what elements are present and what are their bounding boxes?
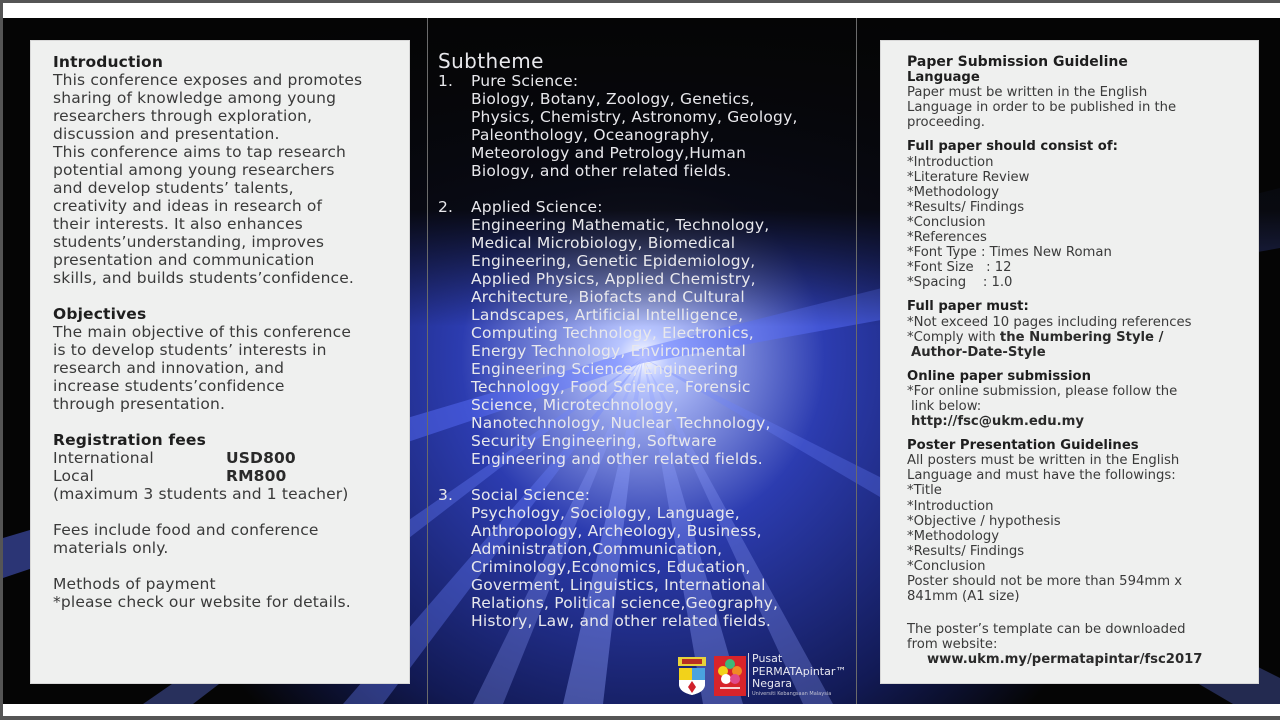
introduction-text [53, 71, 409, 287]
text-line: Engineering Science, Engineering [471, 360, 739, 378]
logo-line: PERMATApintar™ [752, 664, 847, 678]
text-line: Criminology,Economics, Education, [471, 558, 751, 576]
fee-note: (maximum 3 students and 1 teacher) [53, 485, 349, 503]
online-submission-heading: Online paper submission [907, 368, 1091, 384]
list-item: *Conclusion [907, 558, 986, 574]
text-line: Energy Technology, Environmental [471, 342, 747, 360]
theme-social-science [438, 486, 858, 630]
payment-note: *please check our website for details. [53, 593, 351, 611]
theme-name: Pure Science: [471, 72, 579, 90]
logo-subtext: Universiti Kebangsaan Malaysia [752, 690, 832, 697]
left-panel [30, 40, 410, 684]
list-item: *Font Type : Times New Roman [907, 245, 1112, 261]
fee-row-local [53, 467, 409, 485]
logo-group [676, 652, 856, 700]
payment-heading: Methods of payment [53, 575, 216, 593]
text-line: Language and must have the followings: [907, 468, 1176, 484]
window-border-bottom [0, 716, 1280, 720]
list-item: *Introduction [907, 498, 994, 514]
text-line: researchers through exploration, [53, 107, 313, 125]
list-item: *Results/ Findings [907, 543, 1025, 559]
text-line: Meteorology and Petrology,Human [471, 144, 747, 162]
text-line: sharing of knowledge among young [53, 89, 337, 107]
text-line: Nanotechnology, Nuclear Technology, [471, 414, 771, 432]
text-line: research and innovation, and [53, 359, 285, 377]
university-crest-icon [676, 656, 708, 696]
fee-label: Local [53, 467, 94, 485]
text-line: presentation and communication [53, 251, 315, 269]
fee-label: International [53, 449, 154, 467]
author-date-style-text: Author-Date-Style [911, 344, 1046, 360]
text-line: *For online submission, please follow the [907, 383, 1178, 399]
window-border-top [0, 0, 1280, 3]
list-item: *Introduction [907, 154, 994, 170]
list-item: *Spacing : 1.0 [907, 275, 1013, 291]
text-line: Administration,Communication, [471, 540, 723, 558]
middle-panel [438, 50, 858, 630]
list-item: *Title [907, 483, 942, 499]
text-line: Relations, Political science,Geography, [471, 594, 779, 612]
list-item: *Methodology [907, 184, 1000, 200]
text-line: 841mm (A1 size) [907, 589, 1020, 605]
fee-amount: USD800 [226, 449, 296, 467]
list-item: *Results/ Findings [907, 199, 1025, 215]
list-item: *Conclusion [907, 214, 986, 230]
text-line: students’understanding, improves [53, 233, 325, 251]
subtheme-title: Subtheme [438, 49, 544, 73]
text-line: Engineering and other related fields. [471, 450, 763, 468]
text-line: is to develop students’ interests in [53, 341, 327, 359]
fees-include-line: materials only. [53, 539, 169, 557]
text-line: Architecture, Biofacts and Cultural [471, 288, 745, 306]
text-line: All posters must be written in the English [907, 453, 1180, 469]
theme-number: 1. [438, 72, 454, 90]
theme-name: Applied Science: [471, 198, 603, 216]
list-item: *Not exceed 10 pages including references [907, 314, 1192, 330]
right-panel [880, 40, 1259, 684]
text-line: Language in order to be published in the [907, 100, 1177, 116]
list-item: *Literature Review [907, 169, 1030, 185]
permatapintar-logo-icon [714, 656, 746, 696]
text-line: increase students’confidence [53, 377, 285, 395]
text-line: Physics, Chemistry, Astronomy, Geology, [471, 108, 798, 126]
text-line: Anthropology, Archeology, Business, [471, 522, 762, 540]
text-line: Engineering Mathematic, Technology, [471, 216, 770, 234]
list-item [907, 330, 1258, 345]
list-item: *Objective / hypothesis [907, 513, 1061, 529]
text-line: proceeding. [907, 115, 986, 131]
text-line: Goverment, Linguistics, International [471, 576, 766, 594]
fee-amount: RM800 [226, 467, 287, 485]
introduction-heading: Introduction [53, 53, 164, 71]
text-line: Landscapes, Artificial Intelligence, [471, 306, 744, 324]
text-line: Biology, and other related fields. [471, 162, 732, 180]
text-line: Technology, Food Science, Forensic [471, 378, 751, 396]
template-url-link[interactable]: www.ukm.my/permatapintar/fsc2017 [927, 652, 1203, 668]
must-heading: Full paper must: [907, 299, 1029, 315]
brochure [3, 18, 1280, 704]
text-line: Paper must be written in the English [907, 85, 1148, 101]
paper-submission-heading: Paper Submission Guideline [907, 54, 1128, 70]
text-line: This conference exposes and promotes [53, 71, 363, 89]
language-heading: Language [907, 70, 980, 86]
list-item: *Methodology [907, 528, 1000, 544]
text-line: History, Law, and other related fields. [471, 612, 771, 630]
consist-heading: Full paper should consist of: [907, 139, 1118, 155]
text-line: Poster should not be more than 594mm x [907, 574, 1183, 589]
list-item: *References [907, 230, 987, 246]
text-line: Science, Microtechnology, [471, 396, 679, 414]
theme-number: 2. [438, 198, 454, 216]
text-line: their interests. It also enhances [53, 215, 303, 233]
objectives-text [53, 323, 409, 413]
logo-line: Negara [752, 677, 792, 690]
fee-row-international [53, 449, 409, 467]
text-line: Psychology, Sociology, Language, [471, 504, 740, 522]
logo-line: Pusat [752, 652, 783, 665]
theme-applied-science [438, 198, 858, 468]
text-line: from website: [907, 637, 998, 653]
text-line: creativity and ideas in research of [53, 197, 323, 215]
text-line: through presentation. [53, 395, 226, 413]
text-line: Applied Physics, Applied Chemistry, [471, 270, 756, 288]
text-line: Medical Microbiology, Biomedical [471, 234, 736, 252]
text-line: link below: [911, 398, 982, 414]
text-line: Security Engineering, Software [471, 432, 717, 450]
text-line: potential among young researchers [53, 161, 335, 179]
fees-include-line: Fees include food and conference [53, 521, 319, 539]
text-line: Biology, Botany, Zoology, Genetics, [471, 90, 755, 108]
text-line: The poster’s template can be downloaded [907, 622, 1186, 638]
theme-number: 3. [438, 486, 454, 504]
theme-pure-science [438, 72, 858, 180]
objectives-heading: Objectives [53, 305, 147, 323]
numbering-style-text: the Numbering Style / [999, 329, 1164, 345]
submission-link[interactable]: http://fsc@ukm.edu.my [911, 414, 1084, 430]
text-span: *Comply with [907, 329, 1000, 345]
text-line: Computing Technology, Electronics, [471, 324, 754, 342]
text-line: Paleonthology, Oceanography, [471, 126, 715, 144]
fold-divider-left [427, 18, 428, 704]
text-line: This conference aims to tap research [53, 143, 346, 161]
permatapintar-text [748, 653, 846, 697]
text-line: The main objective of this conference [53, 323, 352, 341]
text-line: skills, and builds students’confidence. [53, 269, 354, 287]
list-item: *Font Size : 12 [907, 260, 1012, 276]
text-line: and develop students’ talents, [53, 179, 294, 197]
text-line: discussion and presentation. [53, 125, 280, 143]
poster-guidelines-heading: Poster Presentation Guidelines [907, 438, 1139, 454]
theme-name: Social Science: [471, 486, 591, 504]
text-line: Engineering, Genetic Epidemiology, [471, 252, 756, 270]
registration-heading: Registration fees [53, 431, 206, 449]
